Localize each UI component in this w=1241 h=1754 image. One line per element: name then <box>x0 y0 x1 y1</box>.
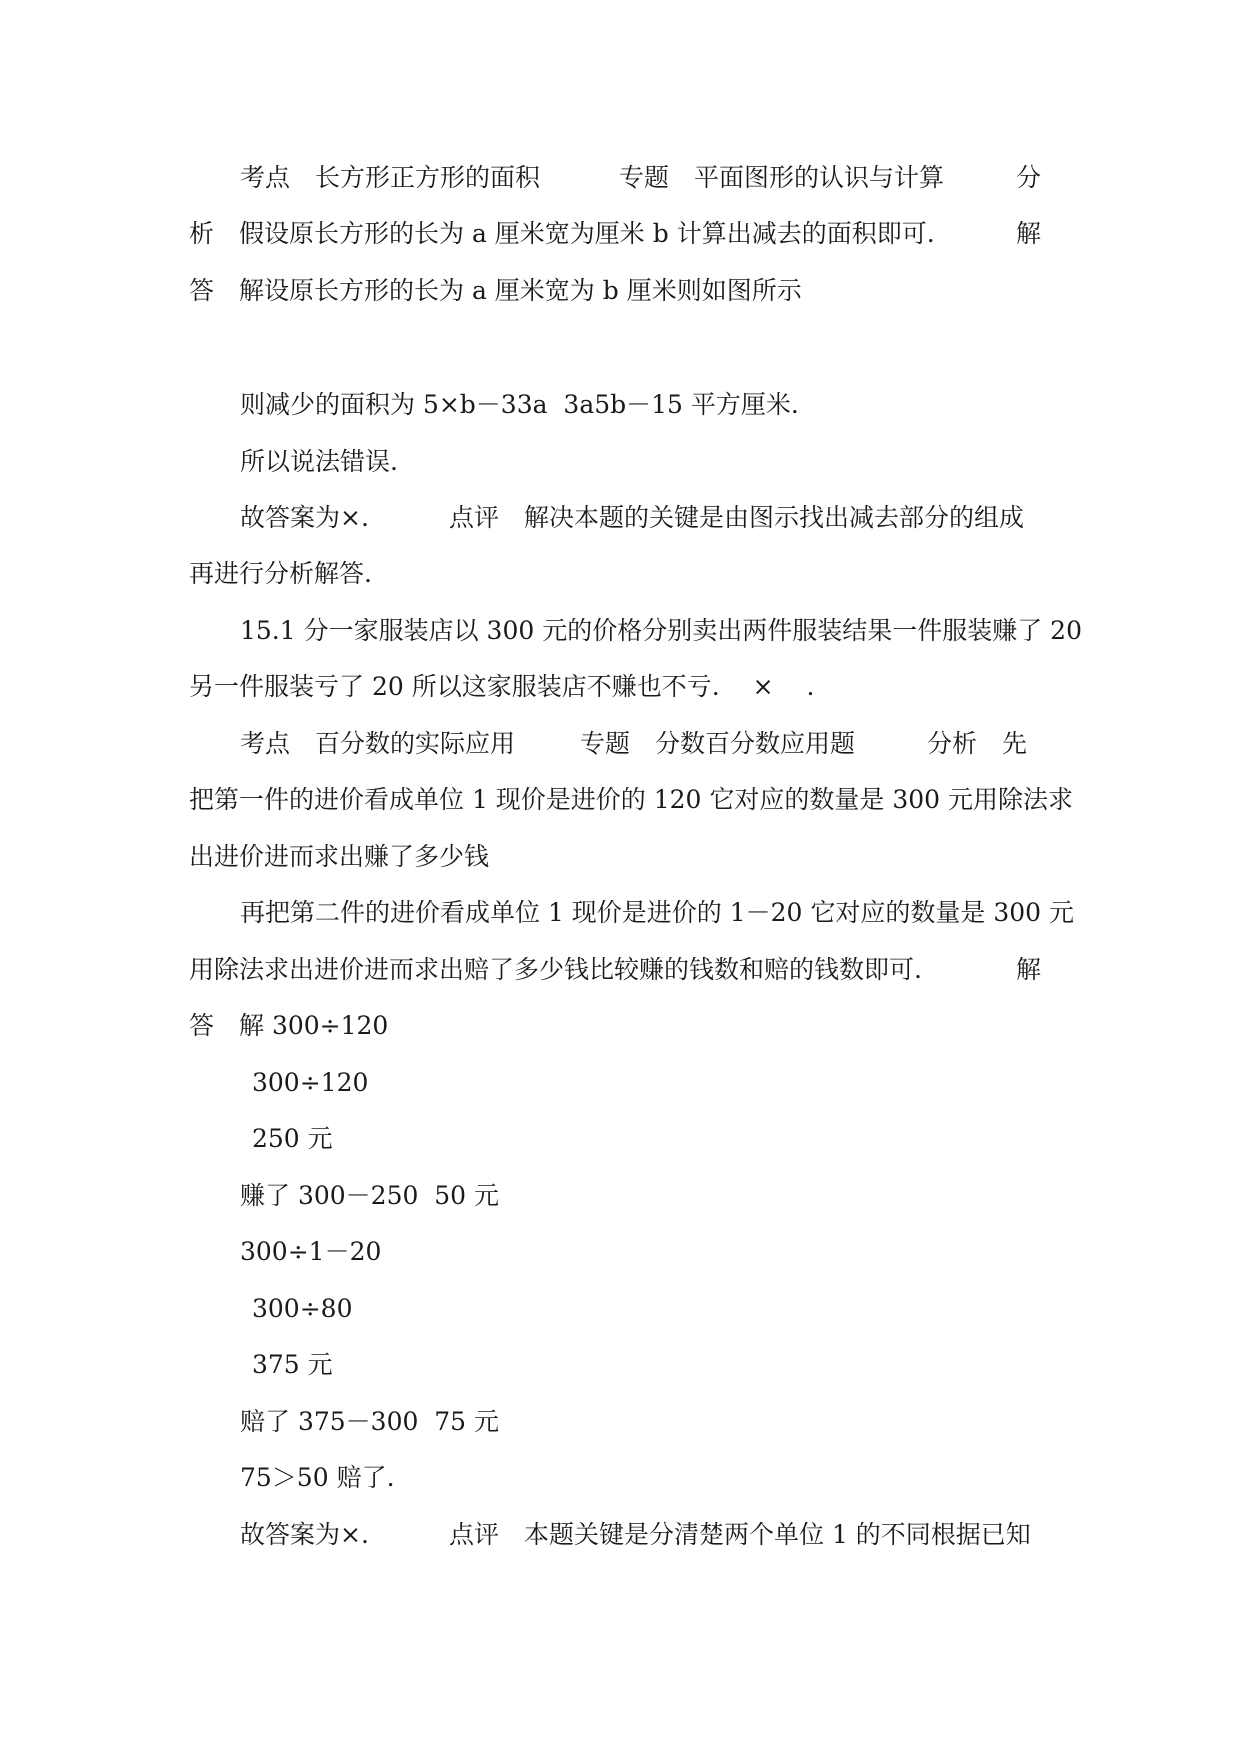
paragraph <box>240 503 369 533</box>
calc-line <box>240 1463 395 1493</box>
fenxi-text: 用除法求出进价进而求出赔了多少钱比较赚的钱数和赔的钱数即可. <box>189 955 922 984</box>
calc-text: 375 元 <box>252 1350 333 1379</box>
question-15-line1 <box>240 616 1082 646</box>
calc-line <box>240 1407 499 1437</box>
fenxi-text: 再把第二件的进价看成单位 1 现价是进价的 1－20 它对应的数量是 300 元 <box>240 898 1075 927</box>
answer-text: 故答案为×. <box>240 1520 369 1549</box>
fenxi-line <box>189 219 935 249</box>
paragraph <box>240 390 799 420</box>
conclusion-text: 所以说法错误. <box>240 447 398 476</box>
fenxi-text: 析 假设原长方形的长为 a 厘米宽为厘米 b 计算出减去的面积即可. <box>189 219 935 248</box>
jieda-head-text: 解 <box>1016 219 1042 248</box>
dianping-cont-text: 再进行分析解答. <box>189 559 372 588</box>
fenxi-line <box>189 955 922 985</box>
calc-line <box>240 1181 499 1211</box>
fenxi-text: 出进价进而求出赚了多少钱 <box>189 842 490 871</box>
jieda-text: 答 解设原长方形的长为 a 厘米宽为 b 厘米则如图所示 <box>189 276 802 305</box>
fenxi-line <box>240 898 1074 928</box>
zhuanti-text: 专题 分数百分数应用题 <box>580 729 856 758</box>
calc-text: 300÷1－20 <box>240 1237 382 1266</box>
fenxi-line <box>189 842 489 872</box>
question-text: 15.1 分一家服装店以 300 元的价格分别卖出两件服装结果一件服装赚了 20 <box>240 616 1082 645</box>
calc-text: 250 元 <box>252 1124 333 1153</box>
fenxi-line <box>189 785 1073 815</box>
calc-text: 300÷120 <box>252 1068 369 1097</box>
fenxi-head-text: 分 <box>1016 163 1042 192</box>
jieda-text: 答 解 300÷120 <box>189 1011 389 1040</box>
kaodian-line <box>240 729 515 759</box>
calc-text: 赔了 375－300 75 元 <box>240 1407 500 1436</box>
fenxi-text: 把第一件的进价看成单位 1 现价是进价的 120 它对应的数量是 300 元用除法求 <box>189 785 1074 814</box>
calc-text: 300÷80 <box>252 1294 353 1323</box>
calc-line <box>252 1124 333 1154</box>
dianping-text: 点评 解决本题的关键是由图示找出减去部分的组成 <box>449 503 1025 532</box>
calc-line <box>252 1350 333 1380</box>
question-text: 另一件服装亏了 20 所以这家服装店不赚也不亏. × . <box>189 672 815 701</box>
jieda-line <box>189 1011 388 1041</box>
answer-text: 故答案为×. <box>240 503 369 532</box>
kaodian-text: 考点 长方形正方形的面积 <box>240 163 541 192</box>
paragraph <box>240 447 398 477</box>
zhuanti-text: 专题 平面图形的认识与计算 <box>619 163 945 192</box>
fenxi-head-text: 分析 先 <box>927 729 1028 758</box>
jieda-head-text: 解 <box>1016 955 1042 984</box>
calc-text: 75＞50 赔了. <box>240 1463 395 1492</box>
calc-line <box>252 1068 368 1098</box>
kaodian-line <box>240 163 540 193</box>
question-15-line2 <box>189 672 814 702</box>
jieda-line <box>189 276 802 306</box>
reduced-area-text: 则减少的面积为 5×b－33a 3a5b－15 平方厘米. <box>240 390 799 419</box>
dianping-text: 点评 本题关键是分清楚两个单位 1 的不同根据已知 <box>449 1520 1031 1549</box>
paragraph <box>240 1520 369 1550</box>
kaodian-text: 考点 百分数的实际应用 <box>240 729 516 758</box>
calc-line <box>240 1237 381 1267</box>
paragraph <box>189 559 372 589</box>
calc-line <box>252 1294 352 1324</box>
calc-text: 赚了 300－250 50 元 <box>240 1181 500 1210</box>
